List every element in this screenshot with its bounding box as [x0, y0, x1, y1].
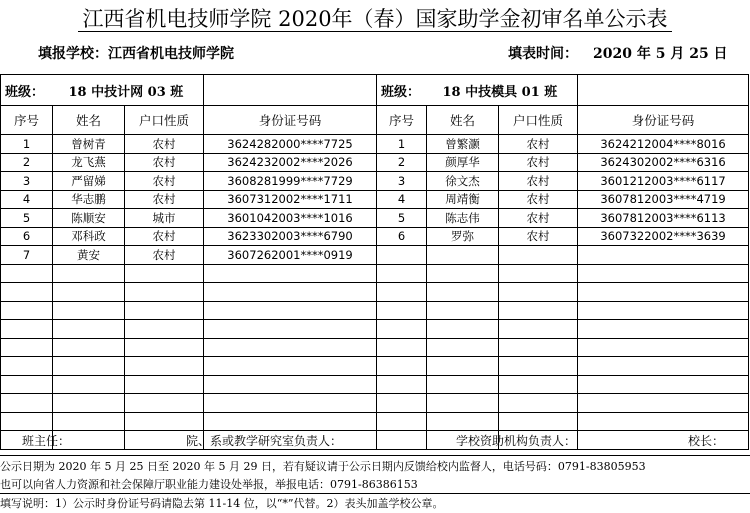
cell-name [53, 357, 125, 376]
cell-no [1, 375, 53, 394]
cell-no: 1 [377, 135, 427, 154]
cell-hukou [499, 320, 578, 339]
cell-name [427, 357, 499, 376]
cell-name [427, 264, 499, 283]
cell-id: 3624232002****2026 [204, 153, 377, 172]
header-id: 身份证号码 [204, 106, 377, 135]
cell-no: 4 [377, 190, 427, 209]
cell-id [204, 357, 377, 376]
header-no: 序号 [1, 106, 53, 135]
cell-no: 2 [377, 153, 427, 172]
cell-name [53, 301, 125, 320]
cell-name [53, 394, 125, 413]
left-class-name: 18 中技计网 03 班 [53, 75, 204, 106]
cell-hukou [499, 264, 578, 283]
cell-hukou: 农村 [125, 190, 204, 209]
cell-hukou [499, 375, 578, 394]
cell-no [1, 394, 53, 413]
table-row [1, 246, 749, 265]
cell-name [53, 338, 125, 357]
left-class-label: 班级： [1, 75, 53, 106]
cell-id [578, 338, 749, 357]
cell-hukou: 农村 [499, 153, 578, 172]
cell-hukou: 农村 [499, 227, 578, 246]
cell-id: 3624282000****7725 [204, 135, 377, 154]
cell-hukou [125, 283, 204, 302]
cell-no: 2 [1, 153, 53, 172]
cell-name: 曾树青 [53, 135, 125, 154]
cell-hukou [125, 320, 204, 339]
cell-hukou: 农村 [125, 246, 204, 265]
form-title: 江西省机电技师学院 2020年（春）国家助学金初审名单公示表 [0, 0, 750, 38]
cell-hukou [125, 301, 204, 320]
cell-id [204, 283, 377, 302]
cell-hukou: 农村 [499, 135, 578, 154]
cell-hukou: 农村 [499, 172, 578, 191]
table-row [1, 394, 749, 413]
table-row [1, 375, 749, 394]
cell-name: 罗弥 [427, 227, 499, 246]
cell-name: 严留娣 [53, 172, 125, 191]
class-row [1, 75, 749, 106]
cell-id [578, 320, 749, 339]
cell-id [204, 394, 377, 413]
cell-hukou [499, 412, 578, 431]
cell-id [204, 264, 377, 283]
cell-id: 3601042003****1016 [204, 209, 377, 228]
cell-name [427, 338, 499, 357]
cell-id [578, 246, 749, 265]
cell-id [578, 301, 749, 320]
cell-name: 黄安 [53, 246, 125, 265]
notice-3: 填写说明：1）公示时身份证号码请隐去第 11-14 位，以“*”代替。2）表头加盖学校公章。 [0, 497, 444, 510]
cell-no: 5 [377, 209, 427, 228]
cell-id: 3608281999****7729 [204, 172, 377, 191]
cell-name [53, 375, 125, 394]
cell-hukou: 农村 [125, 135, 204, 154]
table-row [1, 209, 749, 228]
cell-hukou: 农村 [125, 227, 204, 246]
cell-name [427, 394, 499, 413]
cell-name [427, 375, 499, 394]
cell-name: 华志鹏 [53, 190, 125, 209]
cell-id: 3601212003****6117 [578, 172, 749, 191]
cell-name [53, 320, 125, 339]
notice-2: 也可以向省人力资源和社会保障厅职业能力建设处举报，举报电话：0791-86386153 [0, 478, 418, 491]
header-name: 姓名 [53, 106, 125, 135]
cell-hukou [499, 338, 578, 357]
cell-id: 3607812003****4719 [578, 190, 749, 209]
cell-no: 7 [1, 246, 53, 265]
cell-no [377, 301, 427, 320]
cell-no [377, 264, 427, 283]
cell-no [377, 246, 427, 265]
cell-name: 周靖衡 [427, 190, 499, 209]
cell-no: 6 [1, 227, 53, 246]
sig-dept: 院、系或教学研究室负责人： [186, 434, 343, 448]
table-row [1, 283, 749, 302]
sig-aid-org: 学校资助机构负责人： [456, 434, 577, 448]
cell-no [1, 320, 53, 339]
table-row [1, 301, 749, 320]
cell-name: 颜厚华 [427, 153, 499, 172]
cell-id: 3623302003****6790 [204, 227, 377, 246]
header-row [1, 106, 749, 135]
cell-hukou [125, 394, 204, 413]
cell-name: 龙飞燕 [53, 153, 125, 172]
cell-id [204, 301, 377, 320]
signature-row [0, 430, 750, 452]
divider [0, 493, 750, 494]
cell-name: 陈志伟 [427, 209, 499, 228]
cell-no [377, 320, 427, 339]
cell-id: 3607322002****3639 [578, 227, 749, 246]
cell-no: 6 [377, 227, 427, 246]
cell-id [204, 412, 377, 431]
cell-hukou [125, 264, 204, 283]
header-name: 姓名 [427, 106, 499, 135]
cell-hukou [499, 301, 578, 320]
table-row [1, 320, 749, 339]
cell-name: 徐文杰 [427, 172, 499, 191]
cell-hukou: 农村 [499, 209, 578, 228]
cell-hukou [125, 338, 204, 357]
cell-id: 3624302002****6316 [578, 153, 749, 172]
cell-no [1, 412, 53, 431]
cell-name [427, 283, 499, 302]
cell-name [53, 264, 125, 283]
cell-id [204, 320, 377, 339]
cell-id [578, 264, 749, 283]
cell-hukou [125, 412, 204, 431]
cell-hukou: 农村 [125, 153, 204, 172]
cell-no: 1 [1, 135, 53, 154]
cell-id [578, 357, 749, 376]
right-class-label: 班级： [377, 75, 427, 106]
sig-principal: 校长： [688, 434, 725, 448]
table-row [1, 412, 749, 431]
cell-name [53, 283, 125, 302]
cell-name [427, 412, 499, 431]
header-no: 序号 [377, 106, 427, 135]
cell-hukou [125, 357, 204, 376]
cell-id [204, 375, 377, 394]
cell-no: 3 [377, 172, 427, 191]
cell-no [1, 357, 53, 376]
cell-id: 3607812003****6113 [578, 209, 749, 228]
cell-hukou: 农村 [125, 172, 204, 191]
date-label: 填表时间： [508, 46, 578, 62]
cell-hukou: 农村 [499, 190, 578, 209]
school-label: 填报学校：江西省机电技师学院 [38, 46, 234, 62]
cell-hukou: 城市 [125, 209, 204, 228]
cell-hukou [125, 375, 204, 394]
table-row [1, 338, 749, 357]
cell-no: 4 [1, 190, 53, 209]
cell-id [578, 375, 749, 394]
cell-no [1, 283, 53, 302]
cell-no: 5 [1, 209, 53, 228]
cell-name: 陈顺安 [53, 209, 125, 228]
cell-id [578, 283, 749, 302]
cell-id: 3624212004****8016 [578, 135, 749, 154]
cell-no [377, 394, 427, 413]
cell-no: 3 [1, 172, 53, 191]
header-hukou: 户口性质 [499, 106, 578, 135]
empty-cell [204, 75, 377, 106]
cell-hukou [499, 283, 578, 302]
cell-name [427, 320, 499, 339]
sig-class-teacher: 班主任： [22, 434, 71, 448]
cell-no [377, 412, 427, 431]
cell-name: 曾繁灏 [427, 135, 499, 154]
cell-hukou [499, 357, 578, 376]
cell-no [377, 283, 427, 302]
cell-name: 邓科政 [53, 227, 125, 246]
empty-cell [578, 75, 749, 106]
roster-table [0, 74, 749, 450]
cell-no [377, 357, 427, 376]
cell-no [377, 375, 427, 394]
cell-name [427, 246, 499, 265]
table-row [1, 135, 749, 154]
cell-id [204, 338, 377, 357]
cell-no [1, 338, 53, 357]
cell-hukou [499, 246, 578, 265]
cell-id: 3607262001****0919 [204, 246, 377, 265]
cell-id [578, 412, 749, 431]
date-value: 2020 年 5 月 25 日 [593, 46, 728, 62]
table-row [1, 357, 749, 376]
cell-id [578, 394, 749, 413]
header-hukou: 户口性质 [125, 106, 204, 135]
cell-name [53, 412, 125, 431]
cell-no [1, 264, 53, 283]
cell-id: 3607312002****1711 [204, 190, 377, 209]
divider [0, 455, 750, 456]
cell-no [1, 301, 53, 320]
table-row [1, 264, 749, 283]
notice-1: 公示日期为 2020 年 5 月 25 日至 2020 年 5 月 29 日，若有疑议请于公示日期内反馈给校内监督人，电话号码：0791-83805953 [0, 460, 646, 473]
right-class-name: 18 中技模具 01 班 [427, 75, 578, 106]
cell-hukou [499, 394, 578, 413]
cell-no [377, 338, 427, 357]
cell-name [427, 301, 499, 320]
header-id: 身份证号码 [578, 106, 749, 135]
table-row [1, 227, 749, 246]
table-row [1, 153, 749, 172]
table-row [1, 190, 749, 209]
table-row [1, 172, 749, 191]
